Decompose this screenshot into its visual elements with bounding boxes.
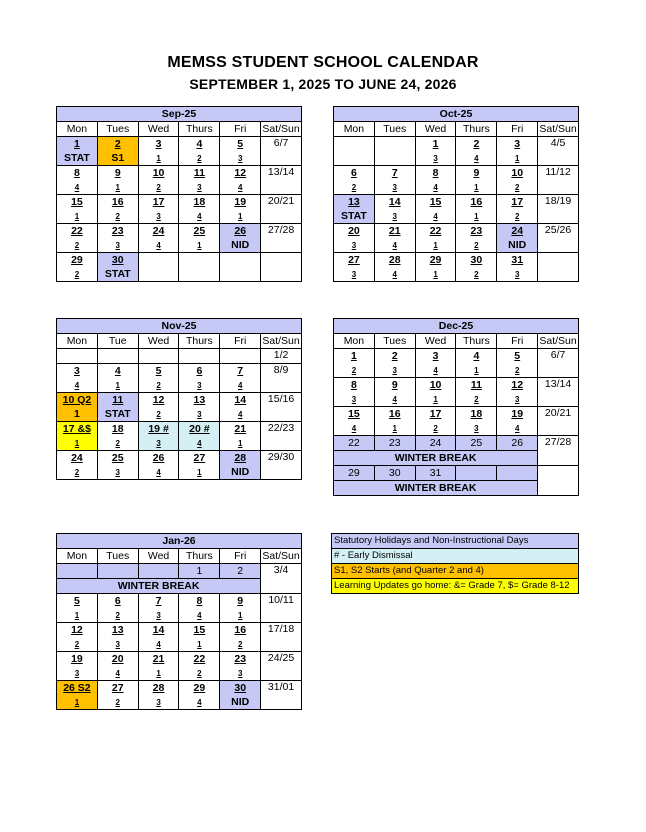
weekday-header: Sat/Sun bbox=[262, 122, 300, 135]
weekday-header: Wed bbox=[138, 334, 179, 349]
winter-break-label: WINTER BREAK bbox=[57, 579, 261, 594]
weekday-header: Fri bbox=[497, 334, 538, 349]
weekday-header: Wed bbox=[415, 122, 456, 137]
weekday-header: Thurs bbox=[179, 334, 220, 349]
weekday-header: Tue bbox=[97, 334, 138, 349]
calendar-oct: Oct-25 Mon Tues Wed Thurs Fri Sat/Sun 1 2 3 4/5 3 4 1 6 7 8 9 10 11/12 2 3 4 1 2 13 14 15 16 17 18/19 STAT 3 4 1 2 20 21 22 23 24 25/26 3 4 1 2 NID 27 28 29 30 31 3 4 1 2 3 bbox=[333, 106, 579, 282]
weekday-header: Mon bbox=[57, 122, 98, 137]
legend-early-dismissal: # - Early Dismissal bbox=[331, 548, 579, 563]
weekday-header: Thurs bbox=[456, 122, 497, 137]
nid-label: NID bbox=[497, 238, 538, 253]
legend bbox=[331, 533, 579, 594]
legend-starts: S1, S2 Starts (and Quarter 2 and 4) bbox=[331, 563, 579, 578]
day-cell: 3 bbox=[138, 137, 179, 152]
calendar-jan: Jan-26 Mon Tues Wed Thurs Fri Sat/Sun 1 2 3/4 WINTER BREAK 5 6 7 8 9 10/11 1 2 3 4 1 12 13 14 15 16 17/18 2 3 4 1 2 19 20 21 22 23 24/25 3 4 1 2 3 26 S2 27 28 29 30 31/01 1 2 3 4 NID bbox=[56, 533, 302, 710]
calendar-dec: Dec-25 Mon Tues Wed Thurs Fri Sat/Sun 1 2 3 4 5 6/7 2 3 4 1 2 8 9 10 11 12 13/14 3 4 1 2 3 15 16 17 18 19 20/21 4 1 2 3 4 22 23 24 25 26 27/28 WINTER BREAK 29 30 31 WINTER BREAK bbox=[333, 318, 579, 496]
weekday-header: Sat/Sun bbox=[539, 334, 577, 347]
weekday-header: Fri bbox=[220, 549, 261, 564]
month-title: Sep-25 bbox=[57, 107, 302, 122]
calendar-sep: Sep-25 Mon Tues Wed Thurs Fri Sat/Sun 1 2 3 4 5 6/7 STAT S1 1 2 3 8 9 10 11 12 13/14 4 1 2 3 4 15 16 17 18 19 20/21 1 2 3 4 1 22 23 24 25 26 27/28 2 3 4 1 NID 29 30 2 STAT bbox=[56, 106, 302, 282]
weekday-header: Fri bbox=[497, 122, 538, 137]
weekday-header: Wed bbox=[415, 334, 456, 349]
weekday-header: Tues bbox=[374, 122, 415, 137]
month-title: Nov-25 bbox=[57, 319, 302, 334]
nid-label: NID bbox=[220, 238, 261, 253]
winter-break-label: WINTER BREAK bbox=[334, 451, 538, 466]
month-title: Jan-26 bbox=[57, 534, 302, 549]
nid-label: NID bbox=[220, 465, 261, 480]
weekday-header: Mon bbox=[57, 334, 98, 349]
weekday-header: Tues bbox=[374, 334, 415, 349]
weekday-header: Thurs bbox=[179, 549, 220, 564]
nid-label: NID bbox=[220, 695, 261, 710]
day-cell: 1 bbox=[57, 137, 98, 152]
stat-label: STAT bbox=[334, 209, 375, 224]
weekday-header: Fri bbox=[220, 122, 261, 137]
weekday-header: Mon bbox=[334, 122, 375, 137]
weekday-header: Tues bbox=[97, 122, 138, 137]
weekday-header: Fri bbox=[220, 334, 261, 349]
stat-label: STAT bbox=[57, 151, 98, 166]
day-cell: 2 bbox=[97, 137, 138, 152]
month-title: Oct-25 bbox=[334, 107, 579, 122]
weekday-header: Thurs bbox=[179, 122, 220, 137]
weekday-header: Sat/Sun bbox=[262, 549, 300, 562]
weekday-header: Mon bbox=[57, 549, 98, 564]
weekday-header: Tues bbox=[97, 549, 138, 564]
stat-label: STAT bbox=[97, 267, 138, 282]
page-title: MEMSS STUDENT SCHOOL CALENDAR bbox=[167, 54, 479, 71]
weekday-header: Mon bbox=[334, 334, 375, 349]
weekday-header: Sat/Sun bbox=[262, 334, 300, 347]
day-cell: 4 bbox=[179, 137, 220, 152]
weekday-header: Wed bbox=[138, 549, 179, 564]
legend-non-instructional: Statutory Holidays and Non-Instructional Days bbox=[331, 533, 579, 548]
winter-break-label: WINTER BREAK bbox=[334, 481, 538, 496]
weekend-cell: 6/7 bbox=[261, 137, 302, 166]
weekday-header: Thurs bbox=[456, 334, 497, 349]
weekday-header: Sat/Sun bbox=[539, 122, 577, 135]
day-cell: 5 bbox=[220, 137, 261, 152]
month-title: Dec-25 bbox=[334, 319, 579, 334]
stat-label: STAT bbox=[97, 407, 138, 422]
calendar-nov: Nov-25 Mon Tue Wed Thurs Fri Sat/Sun 1/2 3 4 5 6 7 8/9 4 1 2 3 4 10 Q2 11 12 13 14 15/16 1 STAT 2 3 4 17 &$ 18 19 # 20 # 21 22/23 1 2 3 4 1 24 25 26 27 28 29/30 2 3 4 1 NID bbox=[56, 318, 302, 480]
page-subtitle: SEPTEMBER 1, 2025 TO JUNE 24, 2026 bbox=[189, 76, 457, 92]
legend-learning-updates: Learning Updates go home: &= Grade 7, $= Grade 8-12 bbox=[331, 578, 579, 594]
s1-label: S1 bbox=[97, 151, 138, 166]
weekday-header: Wed bbox=[138, 122, 179, 137]
